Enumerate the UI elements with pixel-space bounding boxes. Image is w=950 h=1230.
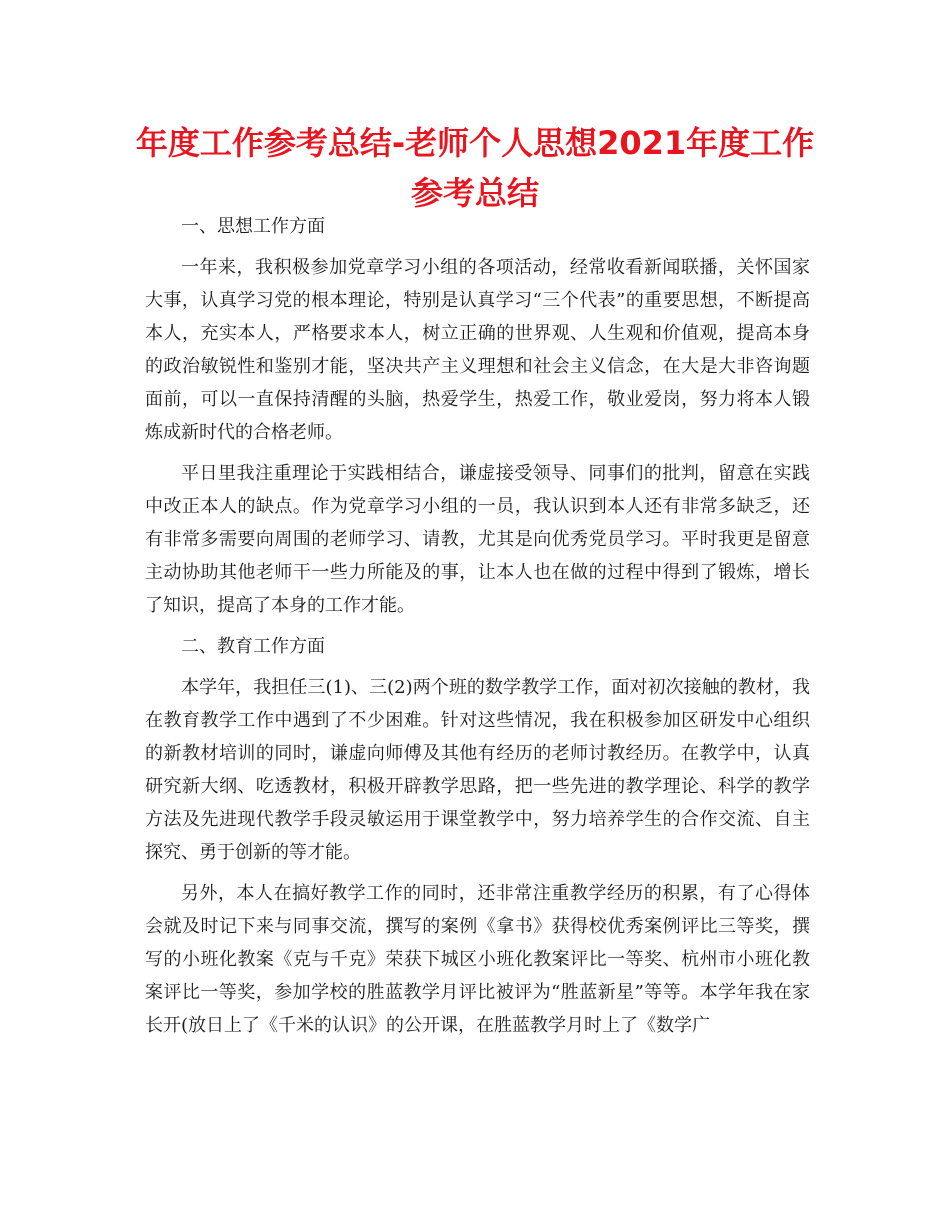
paragraph: 一年来，我积极参加党章学习小组的各项活动，经常收看新闻联播，关怀国家大事，认真学习党的根本理论，特别是认真学习“三个代表”的重要思想，不断提高本人，充实本人，严格要求本人，树立正确的世界观、人生观和价值观，提高本身的政治敏锐性和鉴别才能，坚决共产主义理想和社会主义信念，在大是大非咨询题面前，可以一直保持清醒的头脑，热爱学生，热爱工作，敬业爱岗，努力将本人锻炼成新时代的合格老师。 bbox=[145, 257, 810, 443]
document-body bbox=[145, 210, 810, 1042]
paragraph: 另外，本人在搞好教学工作的同时，还非常注重教学经历的积累，有了心得体会就及时记下来与同事交流，撰写的案例《拿书》获得校优秀案例评比三等奖，撰写的小班化教案《克与千克》荣获下城区小班化教案评比一等奖、杭州市小班化教案评比一等奖，参加学校的胜蓝教学月评比被评为“胜蓝新星”等等。本学年我在家长开(放日上了《千米的认识》的公开课，在胜蓝教学月时上了《数学广 bbox=[145, 883, 810, 1036]
section-heading: 二、教育工作方面 bbox=[181, 636, 325, 657]
section-heading: 一、思想工作方面 bbox=[181, 216, 325, 237]
paragraph: 平日里我注重理论于实践相结合，谦虚接受领导、同事们的批判，留意在实践中改正本人的缺点。作为党章学习小组的一员，我认识到本人还有非常多缺乏，还有非常多需要向周围的老师学习、请教，尤其是向优秀党员学习。平时我更是留意主动协助其他老师干一些力所能及的事，让本人也在做的过程中得到了锻炼，增长了知识，提高了本身的工作才能。 bbox=[145, 463, 810, 616]
paragraph: 本学年，我担任三(1)、三(2)两个班的数学教学工作，面对初次接触的教材，我在教育教学工作中遇到了不少困难。针对这些情况，我在积极参加区研发中心组织的新教材培训的同时，谦虚向师傅及其他有经历的老师讨教经历。在教学中，认真研究新大纲、吃透教材，积极开辟教学思路，把一些先进的教学理论、科学的教学方法及先进现代教学手段灵敏运用于课堂教学中，努力培养学生的合作交流、自主探究、勇于创新的等才能。 bbox=[145, 677, 810, 863]
page-title: 年度工作参考总结-老师个人思想2021年度工作参考总结 bbox=[135, 124, 815, 212]
